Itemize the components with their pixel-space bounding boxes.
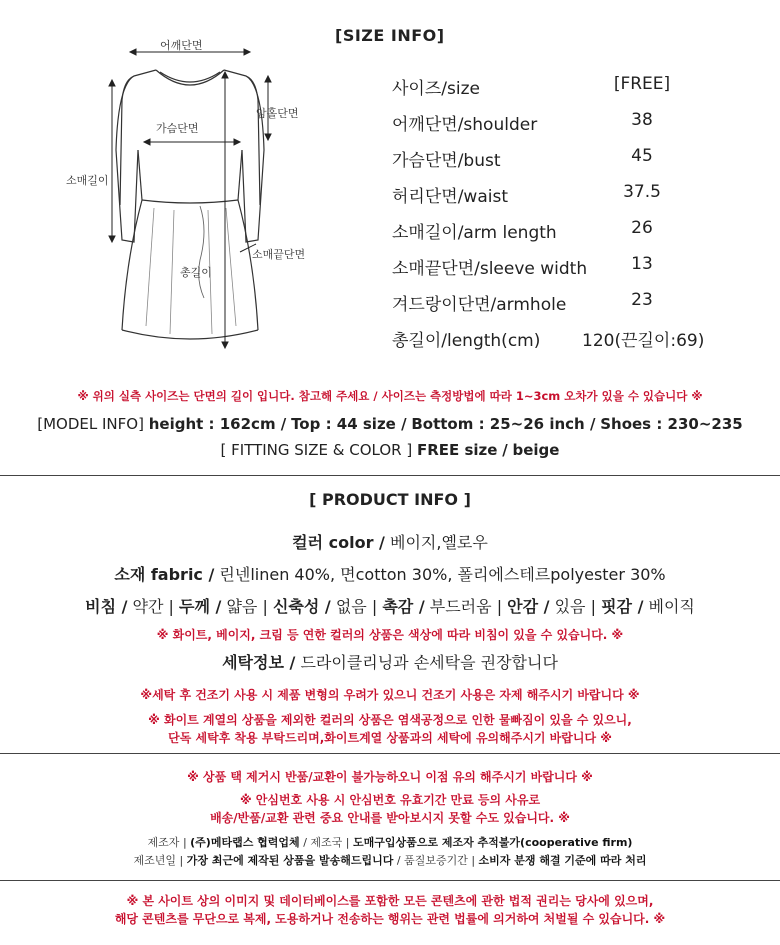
- size-row-value: 45: [631, 146, 653, 166]
- diagram-label-total-length: 총길이: [180, 266, 212, 279]
- color-line: [0, 530, 780, 553]
- dress-illustration: [50, 30, 330, 370]
- warranty-label: / 품질보증기간: [396, 854, 468, 867]
- prop-label: 촉감 /: [382, 597, 425, 616]
- model-shoes: Shoes : 230~235: [600, 415, 743, 433]
- wash-note-color: ※ 화이트 계열의 상품을 제외한 컬러의 상품은 염색공정으로 인한 물빠짐이 있을 수 있으니,: [148, 713, 632, 727]
- size-row: [392, 178, 752, 214]
- size-row-value: 38: [631, 110, 653, 130]
- model-info-line: [0, 415, 780, 433]
- product-info-title: [ PRODUCT INFO ]: [309, 490, 471, 509]
- prop-label: 두께 /: [179, 597, 222, 616]
- size-row-label: 소매끝단면/sleeve width: [392, 259, 588, 279]
- size-row: [392, 70, 752, 106]
- bar-separator: |: [471, 854, 476, 867]
- size-row-value: 23: [631, 290, 653, 310]
- prop-label: 안감 /: [507, 597, 550, 616]
- wash-label: 세탁정보 /: [222, 653, 296, 672]
- safe-number-note-2: 배송/반품/교환 관련 중요 안내를 받아보시지 못할 수도 있습니다. ※: [210, 811, 570, 825]
- size-row-label: 허리단면/waist: [392, 187, 508, 207]
- prop-separator: |: [590, 597, 596, 616]
- size-row-label: 겨드랑이단면/armhole: [392, 295, 567, 315]
- color-label: 컬러 color /: [292, 533, 385, 552]
- size-row: [392, 214, 752, 250]
- diagram-label-shoulder: 어깨단면: [160, 39, 203, 52]
- size-info-title: [SIZE INFO]: [335, 26, 445, 45]
- maker-label: 제조자: [147, 836, 180, 849]
- prop-separator: |: [262, 597, 268, 616]
- size-row: [392, 286, 752, 322]
- safe-number-note: ※ 안심번호 사용 시 안심번호 유효기간 만료 등의 사유로: [239, 793, 541, 807]
- size-row-label: 사이즈/size: [392, 79, 480, 99]
- size-row-value: [FREE]: [613, 74, 671, 94]
- fabric-label: 소재 fabric /: [114, 565, 215, 584]
- divider: [0, 475, 780, 476]
- size-row-value: 26: [631, 218, 653, 238]
- color-value: 베이지,옐로우: [390, 533, 488, 552]
- date-line: [0, 852, 780, 868]
- size-row: [392, 250, 752, 286]
- prop-value: 얇음: [226, 597, 258, 616]
- wash-line: [0, 650, 780, 673]
- fabric-line: [0, 562, 780, 585]
- size-row-value: 120(끈길이:69): [582, 331, 705, 351]
- prop-value: 부드러움: [429, 597, 492, 616]
- size-row: [392, 106, 752, 142]
- properties-line: [0, 594, 780, 617]
- diagram-label-sleeve-width: 소매끝단면: [252, 248, 306, 261]
- prop-value: 있음: [554, 597, 586, 616]
- bar-separator: |: [182, 836, 187, 849]
- prop-separator: |: [371, 597, 378, 616]
- prop-separator: |: [496, 597, 503, 616]
- diagram-label-armhole: 암홀단면: [256, 107, 299, 120]
- size-row-label: 어깨단면/shoulder: [392, 115, 538, 135]
- prop-value: 약간: [132, 597, 164, 616]
- measure-note: ※ 위의 실측 사이즈는 단면의 길이 입니다. 참고해 주세요 / 사이즈는 측정방법에 따라 1~3cm 오차가 있을 수 있습니다 ※: [77, 389, 703, 403]
- bar-separator: |: [179, 854, 184, 867]
- size-row-value: 13: [631, 254, 653, 274]
- size-row-label: 소매길이/arm length: [392, 223, 557, 243]
- wash-value: 드라이클리닝과 손세탁을 권장합니다: [300, 653, 558, 672]
- fitting-separator: /: [502, 441, 508, 459]
- model-top: Top : 44 size /: [291, 415, 407, 433]
- prop-value: 없음: [335, 597, 367, 616]
- divider: [0, 753, 780, 754]
- bar-separator: |: [345, 836, 350, 849]
- size-row: [392, 142, 752, 178]
- fitting-size: FREE size: [416, 441, 498, 459]
- size-info-section: [0, 0, 780, 380]
- fitting-info-line: [0, 441, 780, 459]
- size-row: [392, 322, 752, 358]
- fitting-label: [ FITTING SIZE & COLOR ]: [220, 441, 413, 459]
- maker-line: [0, 834, 780, 850]
- divider: [0, 880, 780, 881]
- copyright-line-1: ※ 본 사이트 상의 이미지 및 데이터베이스를 포함한 모든 콘텐츠에 관한 법적 권리는 당사에 있으며,: [126, 894, 654, 908]
- size-row-value: 37.5: [623, 182, 661, 202]
- prop-label: 핏감 /: [601, 597, 644, 616]
- model-height: height : 162cm /: [148, 415, 287, 433]
- prop-value: 베이직: [648, 597, 695, 616]
- model-info-label: [MODEL INFO]: [37, 415, 144, 433]
- prop-label: 신축성 /: [272, 597, 331, 616]
- model-bottom: Bottom : 25~26 inch /: [411, 415, 596, 433]
- diagram-label-sleeve-length: 소매길이: [66, 174, 109, 187]
- date-value: 가장 최근에 제작된 상품을 발송해드립니다: [186, 854, 394, 867]
- tag-removal-note: ※ 상품 택 제거시 반품/교환이 불가능하오니 이점 유의 해주시기 바랍니다 ※: [187, 770, 593, 784]
- maker-value: (주)메타랩스 협력업체: [190, 836, 300, 849]
- country-value: 도매구입상품으로 제조자 추적불가(cooperative firm): [353, 836, 633, 849]
- dress-diagram: [50, 30, 330, 370]
- diagram-label-bust: 가슴단면: [156, 122, 199, 135]
- prop-separator: |: [168, 597, 174, 616]
- copyright-line-2: 해당 콘텐츠를 무단으로 복제, 도용하거나 전송하는 행위는 관련 법률에 의거하여 처벌될 수 있습니다. ※: [114, 912, 666, 926]
- country-label: / 제조국: [303, 836, 343, 849]
- wash-note-dryer: ※세탁 후 건조기 사용 시 제품 변형의 우려가 있으니 건조기 사용은 자제 해주시기 바랍니다 ※: [140, 688, 640, 702]
- warranty-value: 소비자 분쟁 해결 기준에 따라 처리: [478, 854, 647, 867]
- fitting-color: beige: [512, 441, 560, 459]
- prop-label: 비침 /: [85, 597, 128, 616]
- see-through-note: ※ 화이트, 베이지, 크림 등 연한 컬러의 상품은 색상에 따라 비침이 있을 수 있습니다. ※: [156, 628, 624, 642]
- size-row-label: 총길이/length(cm): [392, 331, 541, 351]
- date-label: 제조년일: [133, 854, 177, 867]
- size-row-label: 가슴단면/bust: [392, 151, 501, 171]
- fabric-value: 린넨linen 40%, 면cotton 30%, 폴리에스테르polyester 30%: [219, 565, 666, 584]
- wash-note-separate: 단독 세탁후 착용 부탁드리며,화이트계열 상품과의 세탁에 유의해주시기 바랍니다 ※: [168, 731, 612, 745]
